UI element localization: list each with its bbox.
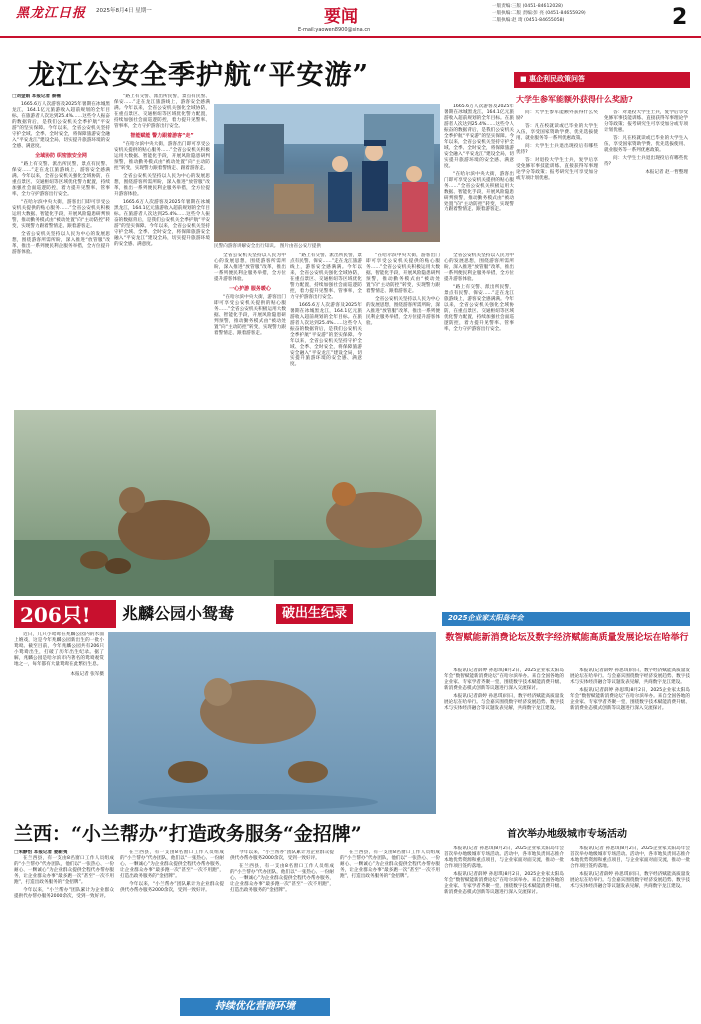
page-number: 2 xyxy=(672,5,688,30)
paragraph: 在兰西县，有一支由8名窗口工作人员组成的“小兰帮办”代办团队，他们以“一张热心、一份耐心、一颗诚心”为企业群众提供全程代办帮办服务，让企业群众办事“最多跑一次”甚至“一次不用跑”，打造出政务服务的“金招牌”。 xyxy=(120,850,224,879)
paragraph: 本报讯(记者 孙思琪)8月2日，2025企业家太阳岛年会首次举办地级城市专场活动。活动中，各市地负责同志推介本地优势资源和重点项目，与企业家面对面交流，推动一批合作项目签约落地。 xyxy=(444,846,564,869)
paragraph: “路上有交警、派出所民警，景点有民警、保安……”走在龙江旅游线上，游客安全感满满。今年以来，全省公安机关强化全域协防，在重点景区、交通枢纽等区域优化警力配置，持续加强社会面巡逻防控，着力提升见警率、管事率，全力守护游客出行安全。 xyxy=(444,284,514,332)
masthead xyxy=(0,0,701,38)
paragraph: 在兰西县，有一支由8名窗口工作人员组成的“小兰帮办”代办团队，他们以“一张热心、一份耐心、一颗诚心”为企业群众提供全程代办帮办服务，让企业群众办事“最多跑一次”甚至“一次不用跑”，打造出政务服务的“金招牌”。 xyxy=(340,850,440,879)
contact-line: 一版责编:三版 (0451-84612028) xyxy=(492,4,563,9)
article-column xyxy=(290,253,362,405)
banner-label: 惠企利民政策问答 xyxy=(529,75,586,83)
section-email: E-mail:yaowen8900@sina.cn xyxy=(298,27,371,33)
paragraph: 1665.6万人次游客及2025年暑期在冰城黑龙江，164.1亿元旅游收入超前规划的全年目标。在旅游者人次达到25.4%……这些令人振奋的数据背后，是我们公安机关全季护航“平安游”的坚实保障。今年以来，全省公安机关坚持守护全域、全季、全时安全，将保障旅游安全融入“平安龙江”建设全局，切实提升旅游环境的安全感、满意度。 xyxy=(444,104,514,169)
lanxi-headline: 兰西：“小兰帮办”打造政务服务“金招牌” xyxy=(14,823,362,845)
subheading: 全域协防 织密旅安全网 xyxy=(35,152,87,159)
paragraph: “路上有交警、派出所民警，景点有民警、保安……”走在龙江旅游线上，游客安全感满满。今年以来，全省公安机关强化全域协防，在重点景区、交通枢纽等区域优化警力配置，持续加强社会面巡逻防控，着力提升见警率、管事率，全力守护游客出行安全。 xyxy=(290,253,362,300)
paragraph: “路上有交警、派出所民警，景点有民警、保安……”走在龙江旅游线上，游客安全感满满。今年以来，全省公安机关强化全域协防，在重点景区、交通枢纽等区域优化警力配置，持续加强社会面巡逻防控，着力提升见警率、管事率，全力守护游客出行安全。 xyxy=(114,94,210,129)
paragraph: “在哈尔滨中央大街，游客出门即可享受公安机关提供的贴心服务……”全省公安机关积极运用大数据、智能化手段，开展风险隐患研判预警，推动勤务模式由“被动处置”向“主动防控”转变，实现警力跟着警情走、跟着游客走。 xyxy=(114,142,210,172)
lanxi-banner: 持续优化营商环境 xyxy=(180,998,330,1016)
article-column xyxy=(14,850,114,994)
article-column xyxy=(570,668,690,818)
paragraph: 本报讯(记者 孙思琪)8月2日，2025企业家太阳岛年会首次举办地级城市专场活动。活动中，各市地负责同志推介本地优势资源和重点项目，与企业家面对面交流，推动一批合作项目签约落地。 xyxy=(570,846,690,869)
article-column xyxy=(14,632,104,816)
article-column xyxy=(444,846,564,1016)
duck-photo-top xyxy=(14,410,436,596)
paragraph: 1665.6万人次游客及2025年暑期在冰城黑龙江，164.1亿元旅游收入超前规划的全年目标。在旅游者人次达到25.4%……这些令人振奋的数据背后，是我们公安机关全季护航“平安游”的坚实保障。今年以来，全省公安机关坚持守护全域、全季、全时安全，将保障旅游安全融入“平安龙江”建设全局，切实提升旅游环境的安全感、满意度。 xyxy=(114,200,210,247)
editor-contacts xyxy=(492,3,668,24)
article-column xyxy=(230,850,334,994)
paragraph: 1665.6万人次游客及2025年暑期在冰城黑龙江，164.1亿元旅游收入超前规划的全年目标。在旅游者人次达到25.4%……这些令人振奋的数据背后，是我们公安机关全季护航“平安游”的坚实保障。今年以来，全省公安机关坚持守护全域、全季、全时安全，将保障旅游安全融入“平安龙江”建设全局，切实提升旅游环境的安全感、满意度。 xyxy=(12,101,110,149)
policy-qa-banner xyxy=(514,72,690,88)
article-column xyxy=(604,110,688,410)
article-column xyxy=(444,668,564,818)
byline: 本报记者 张军摄 xyxy=(70,671,104,677)
police-photo xyxy=(214,104,440,242)
article-column xyxy=(570,846,690,1016)
contact-line: 一版执编:二版 责编:彭 亮 (0451-84655929) xyxy=(492,11,586,17)
paragraph: 全省公安机关坚持以人民为中心的发展思想，围绕游客所需所盼，深入推进“放管服”改革，推出一系列便民利企服务举措，全方位提升游客体验。 xyxy=(12,231,110,255)
paragraph: 近日，几只小鸳鸯在兆麟公园内的水面上嬉戏，这是今年兆麟公园新出生的一批小鸳鸯。截至目前，今年兆麟公园共有206只小鸳鸯出生，打破了历年出生纪录。据了解，兆麟公园是哈尔滨市内著名的鸳鸯观赏地之一，每年都有大量鸳鸯在此繁衍生息。 xyxy=(14,632,104,667)
paragraph: 问：大学生士兵退出现役后有哪些优待? xyxy=(516,143,598,155)
paragraph: 答：凡在校就读或已毕业的大学生入伍，享受国家资助学费、优先选拔使用、就业服务等一系列优惠政策。 xyxy=(516,123,598,141)
paragraph: 本报讯(记者薛婷 孙思琪)8月2日，2025企业家太阳岛年会“数智赋能新消费论坛”在哈尔滨举办。来自全国各地的企业家、专家学者齐聚一堂，围绕数字技术赋能消费升级、新消费业态模式创新等议题进行深入交流探讨。 xyxy=(444,871,564,895)
paragraph: 全省公安机关坚持以人民为中心的发展思想，围绕游客所需所盼，深入推进“放管服”改革，推出一系列便民利企服务举措，全方位提升游客体验。 xyxy=(366,296,440,326)
paragraph: 本报讯(记者薛婷 孙思琪)8月2日，2025企业家太阳岛年会“数智赋能新消费论坛”在哈尔滨举办。来自全国各地的企业家、专家学者齐聚一堂，围绕数字技术赋能消费升级、新消费业态模式创新等议题进行深入交流探讨。 xyxy=(570,687,690,711)
duck-photo-bottom xyxy=(108,632,436,814)
paragraph: 问：大学生士兵退出现役后有哪些优待? xyxy=(604,155,688,167)
article-column xyxy=(516,110,598,410)
paragraph: 在兰西县，有一支由8名窗口工作人员组成的“小兰帮办”代办团队，他们以“一张热心、一份耐心、一颗诚心”为企业群众提供全程代办帮办服务，让企业群众办事“最多跑一次”甚至“一次不用跑”，打造出政务服务的“金招牌”。 xyxy=(230,863,334,893)
paragraph: 本报讯(记者薛婷 孙思琪)同日，数字经济赋能高质量发展论坛在哈举行。与会嘉宾围绕数字经济发展趋势、数字技术与实体经济融合等议题发表见解，共商数字龙江建设。 xyxy=(570,668,690,685)
policy-question-title: 大学生参军能额外获得什么奖励? xyxy=(516,94,633,104)
article-column xyxy=(340,850,440,994)
newspaper-logo: 黑龙江日报 xyxy=(16,6,87,21)
paragraph: 本报讯(记者薛婷 孙思琪)同日，数字经济赋能高质量发展论坛在哈举行。与会嘉宾围绕数字经济发展趋势、数字技术与实体经济融合等议题发表见解，共商数字龙江建设。 xyxy=(570,871,690,889)
bird-headline xyxy=(14,600,436,628)
paragraph: 在兰西县，有一支由8名窗口工作人员组成的“小兰帮办”代办团队，他们以“一张热心、一份耐心、一颗诚心”为企业群众提供全程代办帮办服务，让企业群众办事“最多跑一次”甚至“一次不用跑”，打造出政务服务的“金招牌”。 xyxy=(14,855,114,885)
article-column xyxy=(366,253,440,405)
issue-date: 2025年8月4日 星期一 xyxy=(96,8,152,14)
paragraph: 全省公安机关坚持以人民为中心的发展思想，围绕游客所需所盼，深入推进“放管服”改革，推出一系列便民利企服务举措，全方位提升游客体验。 xyxy=(214,253,286,282)
paragraph: 今年以来，“小兰帮办”团队累计为企业群众提供代办帮办服务2000余次，受到一致好评。 xyxy=(14,887,114,899)
byline: □朱静怡 本报记者 姜新夷 xyxy=(14,850,68,855)
article-column xyxy=(214,253,286,405)
article-headline: 龙江公安全季护航“平安游” xyxy=(28,60,370,91)
paragraph: 全省公安机关坚持以人民为中心的发展思想，围绕游客所需所盼，深入推进“放管服”改革，推出一系列便民利企服务举措，全方位提升游客体验。 xyxy=(114,174,210,198)
paragraph: 本报讯(记者薛婷 孙思琪)同日，数字经济赋能高质量发展论坛在哈举行。与会嘉宾围绕数字经济发展趋势、数字技术与实体经济融合等议题发表见解，共商数字龙江建设。 xyxy=(444,693,564,711)
article-column xyxy=(114,94,210,406)
paragraph: 全省公安机关坚持以人民为中心的发展思想，围绕游客所需所盼，深入推进“放管服”改革，推出一系列便民利企服务举措，全方位提升游客体验。 xyxy=(444,253,514,282)
paragraph: 今年以来，“小兰帮办”团队累计为企业群众提供代办帮办服务2000余次，受到一致好评。 xyxy=(230,850,334,861)
byline: 本报记者 赵一哲整理 xyxy=(645,169,688,175)
photo-caption: 民警向游客讲解安全出行知识。 图片由省公安厅提供 xyxy=(214,244,322,249)
forum2-headline: 首次举办地级城市专场活动 xyxy=(507,829,627,840)
paragraph: 今年以来，“小兰帮办”团队累计为企业群众提供代办帮办服务2000余次，受到一致好评。 xyxy=(120,881,224,893)
paragraph: 问：大学生参军能额外获得什么奖励? xyxy=(516,110,598,121)
paragraph: 本报讯(记者薛婷 孙思琪)8月2日，2025企业家太阳岛年会“数智赋能新消费论坛”在哈尔滨举办。来自全国各地的企业家、专家学者齐聚一堂，围绕数字技术赋能消费升级、新消费业态模式创新等议题进行深入交流探讨。 xyxy=(444,668,564,691)
paragraph: “在哈尔滨中央大街，游客出门即可享受公安机关提供的贴心服务……”全省公安机关积极运用大数据、智能化手段，开展风险隐患研判预警，推动勤务模式由“被动处置”向“主动防控”转变，实现警力跟着警情走、跟着游客走。 xyxy=(366,253,440,294)
paragraph: “在哈尔滨中央大街，游客出门即可享受公安机关提供的贴心服务……”全省公安机关积极运用大数据、智能化手段，开展风险隐患研判预警，推动勤务模式由“被动处置”向“主动防控”转变，实现警力跟着警情走、跟着游客走。 xyxy=(214,295,286,337)
bird-count: 206只! xyxy=(14,600,116,628)
paragraph: 答：对退役大学生士兵，复学后享受免修军事技能训练、直接获得军事理论学分等政策；报考研究生可享受加分或专项计划优惠。 xyxy=(516,157,598,181)
section-title: 要闻 xyxy=(324,7,358,27)
paragraph: “路上有交警、派出所民警，景点有民警、保安……”走在龙江旅游线上，游客安全感满满。今年以来，全省公安机关强化全域协防，在重点景区、交通枢纽等区域优化警力配置，持续加强社会面巡逻防控，着力提升见警率、管事率，全力守护游客出行安全。 xyxy=(12,162,110,198)
subheading: 智能赋能 警力跟着游客“走” xyxy=(130,132,194,139)
forum-banner: 2025企业家太阳岛年会 xyxy=(442,612,690,626)
paragraph: 1665.6万人次游客及2025年暑期在冰城黑龙江，164.1亿元旅游收入超前规划的全年目标。在旅游者人次达到25.4%……这些令人振奋的数据背后，是我们公安机关全季护航“平安游”的坚实保障。今年以来，全省公安机关坚持守护全域、全季、全时安全，将保障旅游安全融入“平安龙江”建设全局，切实提升旅游环境的安全感、满意度。 xyxy=(290,302,362,368)
contact-line: 二版执编:赵 琦 (0451-84655058) xyxy=(492,18,565,24)
article-column xyxy=(120,850,224,994)
bird-tag: 破出生纪录 xyxy=(276,604,353,624)
byline: □刘金娟 本报记者 蔡楠 xyxy=(12,94,61,99)
bird-title: 兆麟公园小鸳鸯 xyxy=(122,604,235,623)
article-column xyxy=(12,94,110,406)
banner-icon: ■ xyxy=(520,75,530,83)
article-column xyxy=(444,104,514,250)
article-column xyxy=(444,253,514,405)
paragraph: “在哈尔滨中央大街，游客出门即可享受公安机关提供的贴心服务……”全省公安机关积极运用大数据、智能化手段，开展风险隐患研判预警，推动勤务模式由“被动处置”向“主动防控”转变，实现警力跟着警情走、跟着游客走。 xyxy=(12,200,110,229)
subheading: 一心护游 服务暖心 xyxy=(229,285,271,292)
forum-headline: 数智赋能新消费论坛及数字经济赋能高质量发展论坛在哈举行 xyxy=(445,633,689,643)
paragraph: 答：凡在校就读或已毕业的大学生入伍，享受国家资助学费、优先选拔使用、就业服务等一系列优惠政策。 xyxy=(604,135,688,153)
paragraph: “在哈尔滨中央大街，游客出门即可享受公安机关提供的贴心服务……”全省公安机关积极运用大数据、智能化手段，开展风险隐患研判预警，推动勤务模式由“被动处置”向“主动防控”转变，实现警力跟着警情走、跟着游客走。 xyxy=(444,171,514,213)
paragraph: 答：对退役大学生士兵，复学后享受免修军事技能训练、直接获得军事理论学分等政策；报考研究生可享受加分或专项计划优惠。 xyxy=(604,110,688,133)
